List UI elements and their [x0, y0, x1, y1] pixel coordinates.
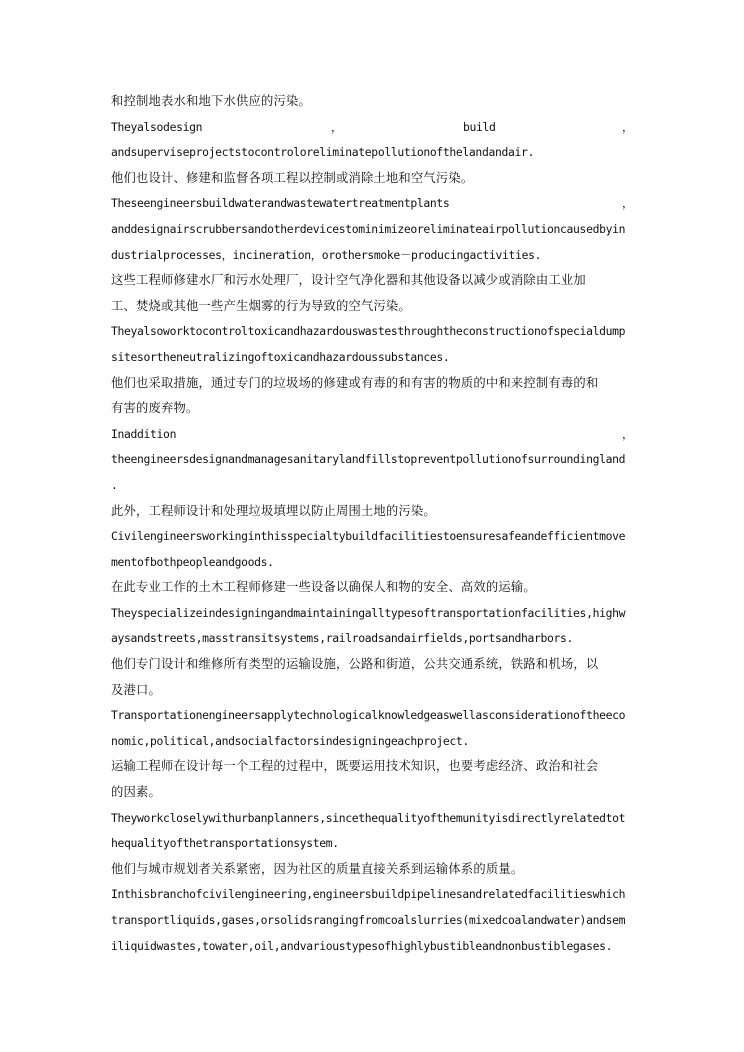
comma: ，: [621, 426, 633, 441]
chinese-text-line: 运输工程师在设计每一个工程的过程中，既要运用技术知识，也要考虑经济、政治和社会: [111, 759, 599, 774]
text-segment: Theseengineersbuildwaterandwastewatertreatmentplants: [111, 196, 450, 211]
english-text-line: Transportationengineersapplytechnologicalknowledgeaswellasconsiderationoftheeco: [111, 708, 626, 723]
english-text-line: theengineersdesignandmanagesanitarylandfillstopreventpollutionofsurroundingland: [111, 452, 626, 467]
chinese-text-line: 这些工程师修建水厂和污水处理厂，设计空气净化器和其他设备以减少或消除由工业加: [111, 273, 586, 288]
chinese-text-line: 他们也采取措施，通过专门的垃圾场的修建或有毒的和有害的物质的中和来控制有毒的和: [111, 375, 599, 390]
chinese-text-line: 工、焚烧或其他一些产生烟雾的行为导致的空气污染。: [111, 298, 411, 313]
document-body: [111, 89, 633, 959]
english-text-line: [111, 115, 633, 141]
chinese-text-line: 及港口。: [111, 682, 161, 697]
chinese-text-line: 和控制地表水和地下水供应的污染。: [111, 94, 311, 108]
chinese-text-line: 他们与城市规划者关系紧密，因为社区的质量直接关系到运输体系的质量。: [111, 861, 524, 876]
text-segment: Inaddition: [111, 426, 177, 441]
english-text-line: Theyalsoworktocontroltoxicandhazardouswastesthroughtheconstructionofspecialdump: [111, 324, 626, 339]
chinese-text-line: 此外，工程师设计和处理垃圾填埋以防止周围土地的污染。: [111, 503, 436, 518]
text-segment: Theyalsodesign: [111, 119, 203, 134]
comma: ，: [621, 119, 633, 134]
english-text-line: andsuperviseprojectstocontroloreliminatepollutionofthelandandair.: [111, 145, 535, 160]
chinese-text-line: 有害的废弃物。: [111, 401, 199, 416]
comma: ，: [621, 196, 633, 211]
english-text-line: Theyworkcloselywithurbanplanners,sincethequalityofthemunityisdirectlyrelatedtot: [111, 810, 626, 825]
english-text-line: [111, 422, 633, 448]
english-text-line: mentofbothpeopleandgoods.: [111, 554, 274, 569]
english-text-line: nomic,political,andsocialfactorsindesigningeachproject.: [111, 733, 469, 748]
english-text-line: Inthisbranchofcivilengineering,engineersbuildpipelinesandrelatedfacilitieswhich: [111, 887, 626, 902]
comma: ，: [331, 119, 343, 134]
english-text-line: .: [111, 477, 118, 492]
english-text-line: hequalityofthetransportationsystem.: [111, 836, 339, 851]
chinese-text-line: 他们专门设计和维修所有类型的运输设施，公路和街道，公共交通系统，铁路和机场，以: [111, 657, 599, 672]
text-segment: build: [463, 119, 496, 134]
english-text-line: transportliquids,gases,orsolidsrangingfromcoalslurries(mixedcoalandwater)andsem: [111, 913, 626, 927]
english-text-line: sitesortheneutralizingoftoxicandhazardoussubstances.: [111, 349, 450, 364]
english-text-line: [111, 191, 633, 217]
english-text-line: Theyspecializeindesigningandmaintainingalltypesoftransportationfacilities,highw: [111, 605, 626, 620]
english-text-line: iliquidwastes,towater,oil,andvarioustypesofhighlybustibleandnonbustiblegases.: [111, 938, 613, 953]
english-text-line: Civilengineersworkinginthisspecialtybuildfacilitiestoensuresafeandefficientmove: [111, 529, 626, 544]
english-text-line: anddesignairscrubbersandotherdevicestominimizeoreliminateairpollutioncausedbyin: [111, 221, 626, 236]
english-text-line: dustrialprocesses，incineration，orothersmoke－producingactivities.: [111, 247, 542, 262]
chinese-text-line: 他们也设计、修建和监督各项工程以控制或消除土地和空气污染。: [111, 170, 474, 185]
chinese-text-line: 在此专业工作的土木工程师修建一些设备以确保人和物的安全、高效的运输。: [111, 580, 536, 595]
english-text-line: aysandstreets,masstransitsystems,railroadsandairfields,portsandharbors.: [111, 631, 574, 646]
chinese-text-line: 的因素。: [111, 785, 161, 800]
